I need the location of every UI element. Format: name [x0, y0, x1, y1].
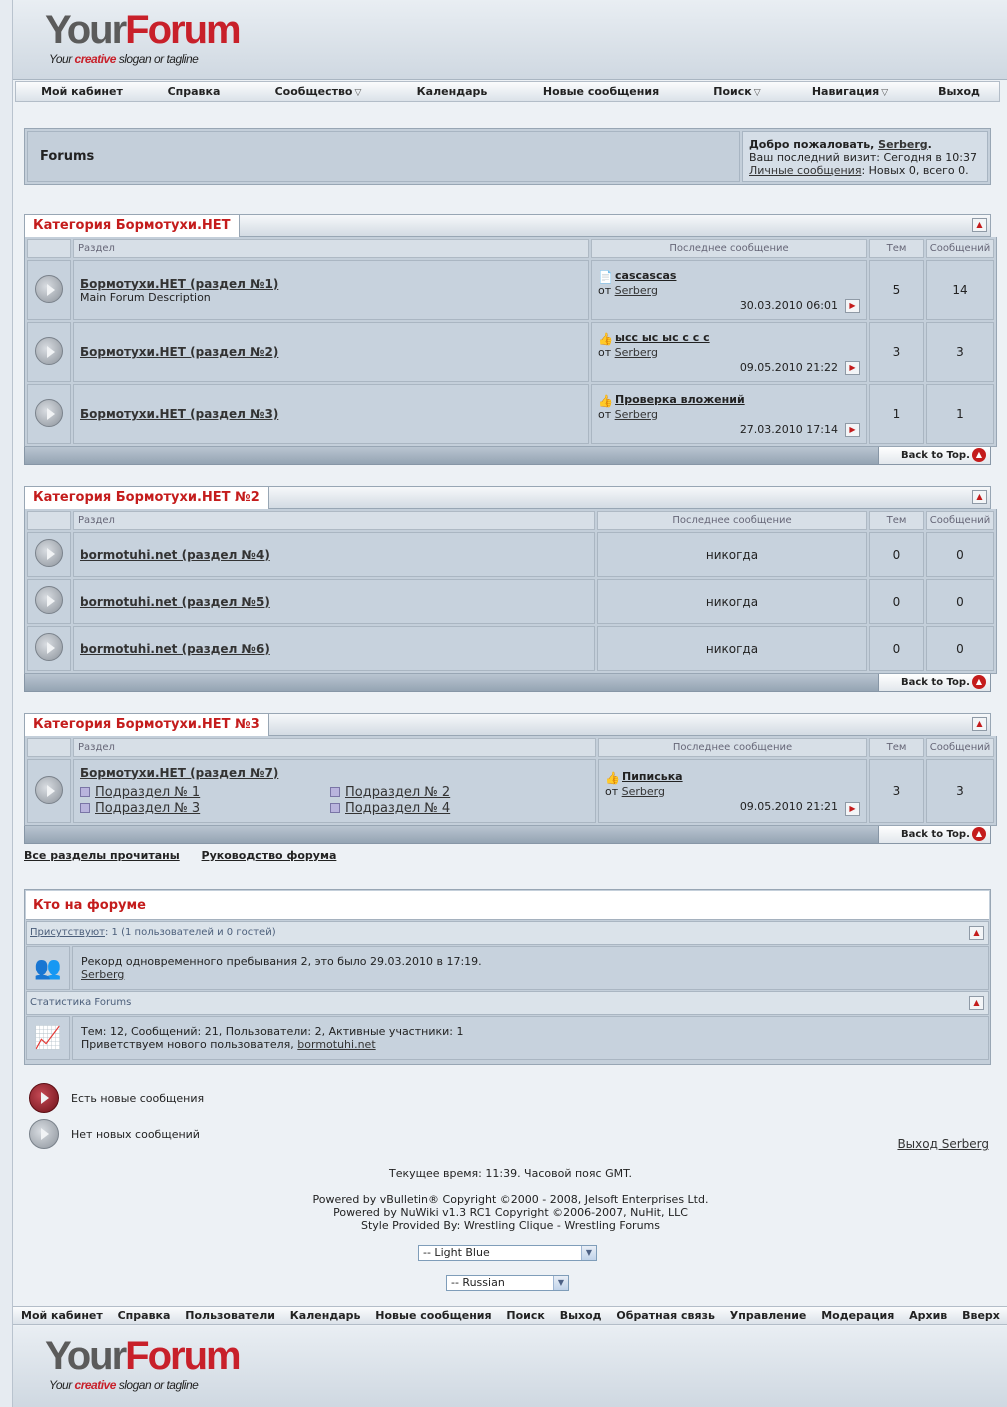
last-post-user[interactable]: Serberg [621, 784, 665, 798]
stats-title: Статистика Forums [30, 997, 132, 1008]
last-post-never: никогда [597, 579, 867, 624]
subforum-icon [330, 787, 340, 797]
chevron-down-icon: ▼ [553, 1276, 568, 1290]
nav-search[interactable]: Поиск ▽ [713, 85, 761, 98]
col-forum: Раздел [73, 239, 589, 258]
nav-help[interactable]: Справка [167, 85, 221, 98]
thread-count: 1 [869, 384, 924, 444]
welcome-panel [24, 128, 991, 185]
arrow-up-icon: ▲ [972, 448, 986, 462]
last-post-date: 09.05.2010 21:22 [739, 360, 838, 374]
col-forum: Раздел [73, 511, 595, 530]
nav-logout[interactable]: Выход [938, 85, 980, 98]
language-select[interactable]: -- Russian ▼ [446, 1275, 569, 1291]
table-row [27, 384, 994, 444]
col-threads: Тем [869, 239, 924, 258]
whos-online-title: Кто на форуме [26, 891, 989, 920]
online-user-link[interactable]: Serberg [81, 968, 125, 981]
last-post-date: 30.03.2010 06:01 [739, 298, 838, 312]
collapse-icon[interactable]: ▲ [969, 926, 984, 940]
footer-link-help[interactable]: Справка [117, 1309, 171, 1322]
footer-link-archive[interactable]: Архив [909, 1309, 948, 1322]
category-1 [24, 214, 991, 465]
forum-old-posts-icon [35, 275, 63, 303]
col-posts: Сообщений [926, 239, 994, 258]
category-title[interactable]: Категория Бормотухи.НЕТ №2 [24, 486, 269, 509]
pm-stats: : Новых 0, всего 0. [861, 164, 969, 177]
table-row [27, 626, 994, 671]
collapse-icon[interactable]: ▲ [969, 996, 984, 1010]
footer-link-search[interactable]: Поиск [506, 1309, 545, 1322]
footer-link-user-cp[interactable]: Мой кабинет [21, 1309, 103, 1322]
thumbs-up-icon: 👍 [598, 331, 613, 346]
nav-user-cp[interactable]: Мой кабинет [41, 85, 123, 98]
footer-link-members[interactable]: Пользователи [185, 1309, 275, 1322]
thread-count: 0 [869, 626, 924, 671]
top-navbar [15, 81, 1000, 102]
users-icon: 👥 [26, 946, 70, 990]
table-row [27, 322, 994, 382]
last-post-user[interactable]: Serberg [614, 407, 658, 421]
collapse-icon[interactable]: ▲ [972, 717, 987, 731]
post-count: 0 [926, 626, 994, 671]
last-post-title[interactable]: ысс ыс ыс с с с [615, 330, 710, 344]
category-title[interactable]: Категория Бормотухи.НЕТ №3 [24, 713, 269, 736]
col-posts: Сообщений [926, 511, 994, 530]
category-footer [24, 826, 991, 844]
subforum-list [80, 785, 594, 817]
subforum-link[interactable]: Подраздел № 3 [80, 801, 330, 817]
dropdown-triangle-icon: ▽ [753, 88, 761, 98]
logo-text-forum: Forum [125, 8, 240, 52]
forum-old-posts-icon [35, 399, 63, 427]
forum-old-posts-icon [35, 586, 63, 614]
footer-link-new-posts[interactable]: Новые сообщения [375, 1309, 492, 1322]
dropdown-triangle-icon: ▽ [881, 88, 889, 98]
nav-community[interactable]: Сообщество ▽ [274, 85, 362, 98]
forum-link[interactable]: Бормотухи.НЕТ (раздел №1) [80, 276, 279, 291]
last-post-date: 09.05.2010 21:21 [739, 799, 838, 813]
col-posts: Сообщений [926, 738, 994, 757]
welcome-box: Добро пожаловать, Serberg. Ваш последний визит: Сегодня в 10:37 Личные сообщения: Новых 0, всего 0. [742, 131, 988, 182]
forum-table [24, 736, 997, 826]
style-select[interactable]: -- Light Blue ▼ [418, 1245, 597, 1261]
footer-header [13, 1326, 1007, 1407]
forum-old-posts-icon [35, 337, 63, 365]
last-post-user[interactable]: Serberg [614, 283, 658, 297]
legend-none: Нет новых сообщений [29, 1119, 200, 1149]
post-count: 1 [926, 384, 994, 444]
go-to-last-post-icon[interactable]: ▶ [845, 423, 860, 437]
last-post-cell: 👍 ысс ыс ыс с с с от Serberg 09.05.2010 21:22 ▶ [591, 322, 867, 382]
forum-link[interactable]: Бормотухи.НЕТ (раздел №3) [80, 407, 279, 421]
breadcrumb [27, 131, 740, 182]
forum-link[interactable]: bormotuhi.net (раздел №5) [80, 594, 270, 609]
forum-old-posts-icon [29, 1119, 59, 1149]
category-3 [24, 713, 991, 844]
subforum-icon [80, 787, 90, 797]
subforum-link[interactable]: Подраздел № 1 [80, 785, 330, 801]
nav-navigation[interactable]: Навигация ▽ [811, 85, 889, 98]
category-title[interactable]: Категория Бормотухи.НЕТ [24, 214, 240, 237]
copyright: Powered by vBulletin® Copyright ©2000 - 2008, Jelsoft Enterprises Ltd. Powered by NuWiki v1.3 RC1 Copyright ©2006-2007, NuHit, LLC Style Provided By: Wrestling Clique - Wrestling Forums [312, 1193, 709, 1232]
current-time: Текущее время: 11:39. Часовой пояс GMT. [388, 1167, 632, 1180]
back-to-top-link[interactable]: Back to Top. ▲ [878, 674, 990, 691]
nav-calendar[interactable]: Календарь [416, 85, 488, 98]
thread-count: 3 [869, 322, 924, 382]
category-2 [24, 486, 991, 692]
online-record-text: Рекорд одновременного пребывания 2, это было 29.03.2010 в 17:19. [81, 955, 482, 968]
thread-count: 5 [869, 260, 924, 320]
forum-links [24, 849, 354, 862]
stats-row: 📈 Тем: 12, Сообщений: 21, Пользователи: 2, Активные участники: 1 Приветствуем нового пользователя, bormotuhi.net [26, 1016, 989, 1060]
thread-count: 0 [869, 532, 924, 577]
header [13, 0, 1007, 80]
last-post-cell: 👍 Проверка вложений от Serberg 27.03.2010 17:14 ▶ [591, 384, 867, 444]
legend-new: Есть новые сообщения [29, 1083, 204, 1113]
forum-table [24, 509, 997, 674]
document-icon: 📄 [598, 269, 613, 284]
footer-link-calendar[interactable]: Календарь [289, 1309, 361, 1322]
thumbs-up-icon: 👍 [605, 770, 620, 785]
subforum-icon [330, 803, 340, 813]
subforum-icon [80, 803, 90, 813]
col-threads: Тем [869, 738, 924, 757]
last-post-date: 27.03.2010 17:14 [739, 422, 838, 436]
arrow-up-icon: ▲ [972, 675, 986, 689]
logout-link[interactable]: Выход Serberg [897, 1137, 989, 1151]
logo-text-your: Your [45, 8, 126, 52]
forum-guide-link[interactable]: Руководство форума [201, 849, 337, 862]
forum-link[interactable]: Бормотухи.НЕТ (раздел №7) [80, 765, 279, 780]
last-post-never: никогда [597, 626, 867, 671]
private-messages-link[interactable]: Личные сообщения [749, 164, 862, 177]
table-row [27, 579, 994, 624]
forum-old-posts-icon [35, 776, 63, 804]
post-count: 0 [926, 579, 994, 624]
table-row [27, 260, 994, 320]
footer-link-contact[interactable]: Обратная связь [616, 1309, 715, 1322]
post-count: 0 [926, 532, 994, 577]
thumbs-up-icon: 👍 [598, 393, 613, 408]
go-to-last-post-icon[interactable]: ▶ [845, 802, 860, 816]
forum-link[interactable]: Бормотухи.НЕТ (раздел №2) [80, 345, 279, 359]
forum-new-posts-icon [29, 1083, 59, 1113]
logo-slogan: Your creative slogan or tagline [49, 52, 199, 66]
footer-logo[interactable]: YourForum Your creative slogan or tagline [45, 1334, 240, 1392]
online-users-header: Присутствуют: 1 (1 пользователей и 0 гостей) ▲ [26, 921, 989, 945]
last-post-user[interactable]: Serberg [614, 345, 658, 359]
back-to-top-link[interactable]: Back to Top. ▲ [878, 826, 990, 843]
breadcrumb-forums[interactable]: Forums [40, 149, 95, 164]
subforum-link[interactable]: Подраздел № 2 [330, 785, 580, 801]
welcome-user-link[interactable]: Serberg [878, 138, 928, 151]
go-to-last-post-icon[interactable]: ▶ [845, 299, 860, 313]
table-row [27, 759, 994, 823]
footer-link-moderation[interactable]: Модерация [821, 1309, 895, 1322]
thread-count: 0 [869, 579, 924, 624]
stats-text: Тем: 12, Сообщений: 21, Пользователи: 2, Активные участники: 1 [81, 1025, 464, 1038]
forum-link[interactable]: bormotuhi.net (раздел №6) [80, 641, 270, 656]
col-last-post: Последнее сообщение [597, 511, 867, 530]
footer-link-top[interactable]: Вверх [962, 1309, 1000, 1322]
forum-link[interactable]: bormotuhi.net (раздел №4) [80, 547, 270, 562]
online-users-link[interactable]: Присутствуют [30, 927, 105, 938]
whos-online-panel [24, 889, 991, 1065]
category-footer [24, 674, 991, 692]
go-to-last-post-icon[interactable]: ▶ [845, 361, 860, 375]
footer-link-admin[interactable]: Управление [729, 1309, 807, 1322]
last-post-cell: 📄 cascascas от Serberg 30.03.2010 06:01 ▶ [591, 260, 867, 320]
last-post-cell: 👍 Пиписька от Serberg 09.05.2010 21:21 ▶ [598, 759, 867, 823]
table-row [27, 532, 994, 577]
dropdown-triangle-icon: ▽ [354, 88, 362, 98]
category-footer [24, 447, 991, 465]
last-visit-text: Ваш последний визит: Сегодня в 10:37 [749, 151, 977, 164]
bottom-navbar [13, 1306, 1007, 1325]
post-count: 14 [926, 260, 994, 320]
post-count: 3 [926, 322, 994, 382]
col-threads: Тем [869, 511, 924, 530]
stats-chart-icon: 📈 [26, 1016, 70, 1060]
nav-new-posts[interactable]: Новые сообщения [542, 85, 660, 98]
col-forum: Раздел [73, 738, 596, 757]
last-post-never: никогда [597, 532, 867, 577]
forum-table [24, 237, 997, 447]
col-last-post: Последнее сообщение [591, 239, 867, 258]
forum-description: Main Forum Description [80, 290, 211, 304]
col-last-post: Последнее сообщение [598, 738, 867, 757]
thread-count: 3 [869, 759, 924, 823]
arrow-up-icon: ▲ [972, 827, 986, 841]
collapse-icon[interactable]: ▲ [972, 490, 987, 504]
page [12, 0, 1007, 1407]
forum-logo[interactable] [45, 8, 255, 72]
footer-link-logout[interactable]: Выход [559, 1309, 602, 1322]
newest-user-link[interactable]: bormotuhi.net [297, 1038, 376, 1051]
stats-header [26, 991, 989, 1015]
forum-old-posts-icon [35, 633, 63, 661]
back-to-top-link[interactable]: Back to Top. ▲ [878, 447, 990, 464]
post-count: 3 [926, 759, 994, 823]
forum-old-posts-icon [35, 539, 63, 567]
last-post-title[interactable]: Проверка вложений [615, 392, 745, 406]
subforum-link[interactable]: Подраздел № 4 [330, 801, 580, 817]
online-record-row [26, 946, 989, 990]
last-post-title[interactable]: cascascas [615, 268, 677, 282]
chevron-down-icon: ▼ [581, 1246, 596, 1260]
collapse-icon[interactable]: ▲ [972, 218, 987, 232]
mark-forums-read-link[interactable]: Все разделы прочитаны [24, 849, 180, 862]
last-post-title[interactable]: Пиписька [622, 769, 683, 783]
